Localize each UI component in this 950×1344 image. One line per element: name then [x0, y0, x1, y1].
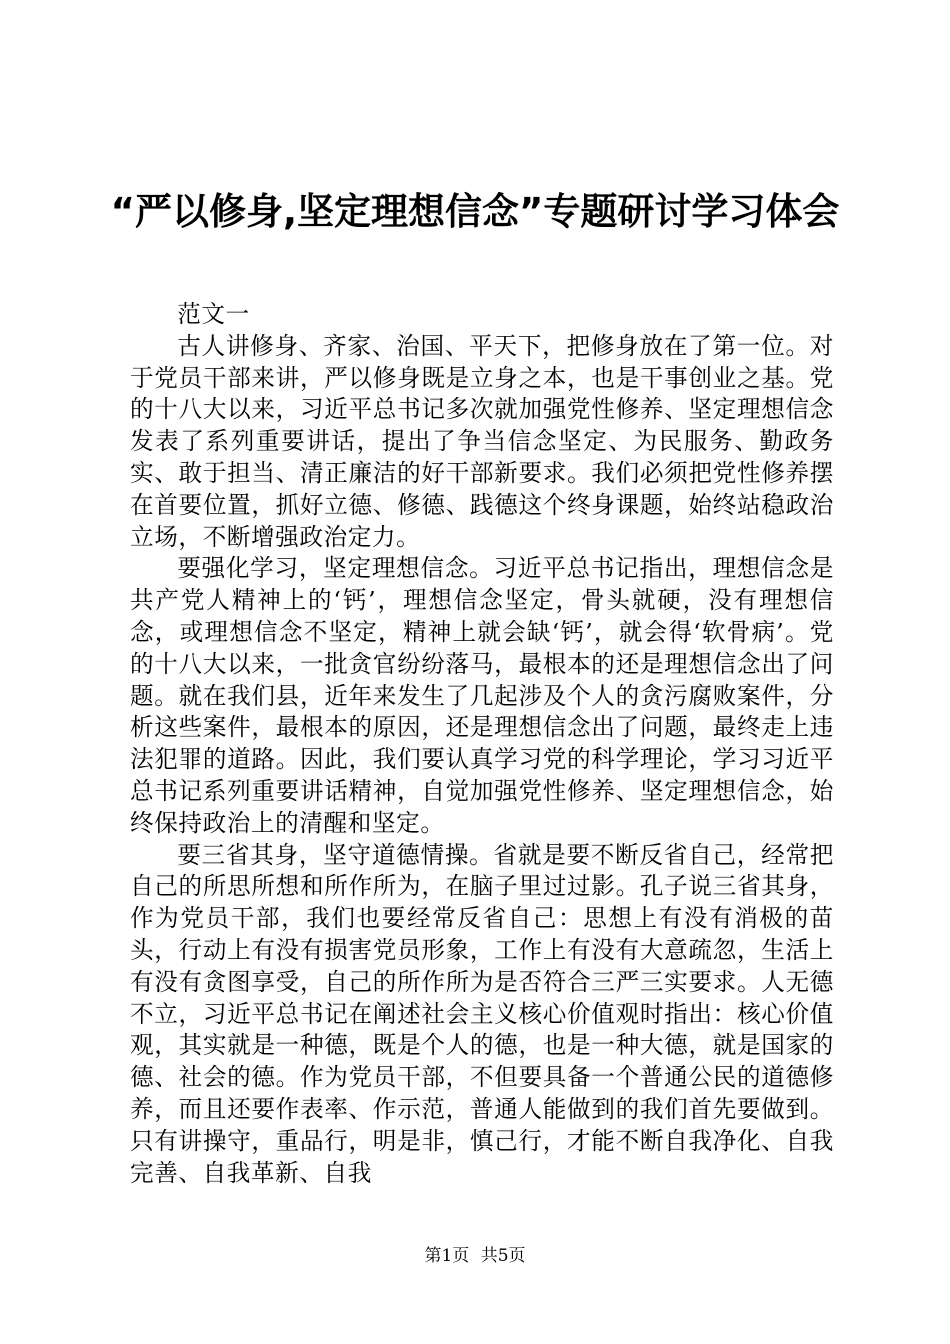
paragraph: 要三省其身，坚守道德情操。省就是要不断反省自己，经常把自己的所思所想和所作所为，在脑子里过过影。孔子说三省其身，作为党员干部，我们也要经常反省自己：思想上有没有消极的苗头，行动上有没有损害党员形象，工作上有没有大意疏忽，生活上有没有贪图享受，自己的所作所为是否符合三严三实要求。人无德不立，习近平总书记在阐述社会主义核心价值观时指出：核心价值观，其实就是一种德，既是个人的德，也是一种大德，就是国家的德、社会的德。作为党员干部，不但要具备一个普通公民的道德修养，而且还要作表率、作示范，普通人能做到的我们首先要做到。只有讲操守，重品行，明是非，慎己行，才能不断自我净化、自我完善、自我革新、自我	[130, 840, 834, 1187]
paragraph: 要强化学习，坚定理想信念。习近平总书记指出，理想信念是共产党人精神上的‘钙’，理想信念坚定，骨头就硬，没有理想信念，或理想信念不坚定，精神上就会缺‘钙’，就会得‘软骨病’。党的十八大以来，一批贪官纷纷落马，最根本的还是理想信念出了问题。就在我们县，近年来发生了几起涉及个人的贪污腐败案件，分析这些案件，最根本的原因，还是理想信念出了问题，最终走上违法犯罪的道路。因此，我们要认真学习党的科学理论，学习习近平总书记系列重要讲话精神，自觉加强党性修养、坚定理想信念，始终保持政治上的清醒和坚定。	[130, 554, 834, 837]
paragraph: 古人讲修身、齐家、治国、平天下，把修身放在了第一位。对于党员干部来讲，严以修身既是立身之本，也是干事创业之基。党的十八大以来，习近平总书记多次就加强党性修养、坚定理想信念发表了系列重要讲话，提出了争当信念坚定、为民服务、勤政务实、敢于担当、清正廉洁的好干部新要求。我们必须把党性修养摆在首要位置，抓好立德、修德、践德这个终身课题，始终站稳政治立场，不断增强政治定力。	[130, 331, 834, 551]
section-label: 范文一	[177, 300, 250, 328]
document-title: “严以修身,坚定理想信念”专题研讨学习体会	[110, 190, 840, 233]
page-number: 第1页	[424, 1246, 470, 1266]
page-total: 共5页	[480, 1246, 526, 1266]
document-body	[130, 299, 834, 1189]
page-footer	[0, 1244, 950, 1268]
